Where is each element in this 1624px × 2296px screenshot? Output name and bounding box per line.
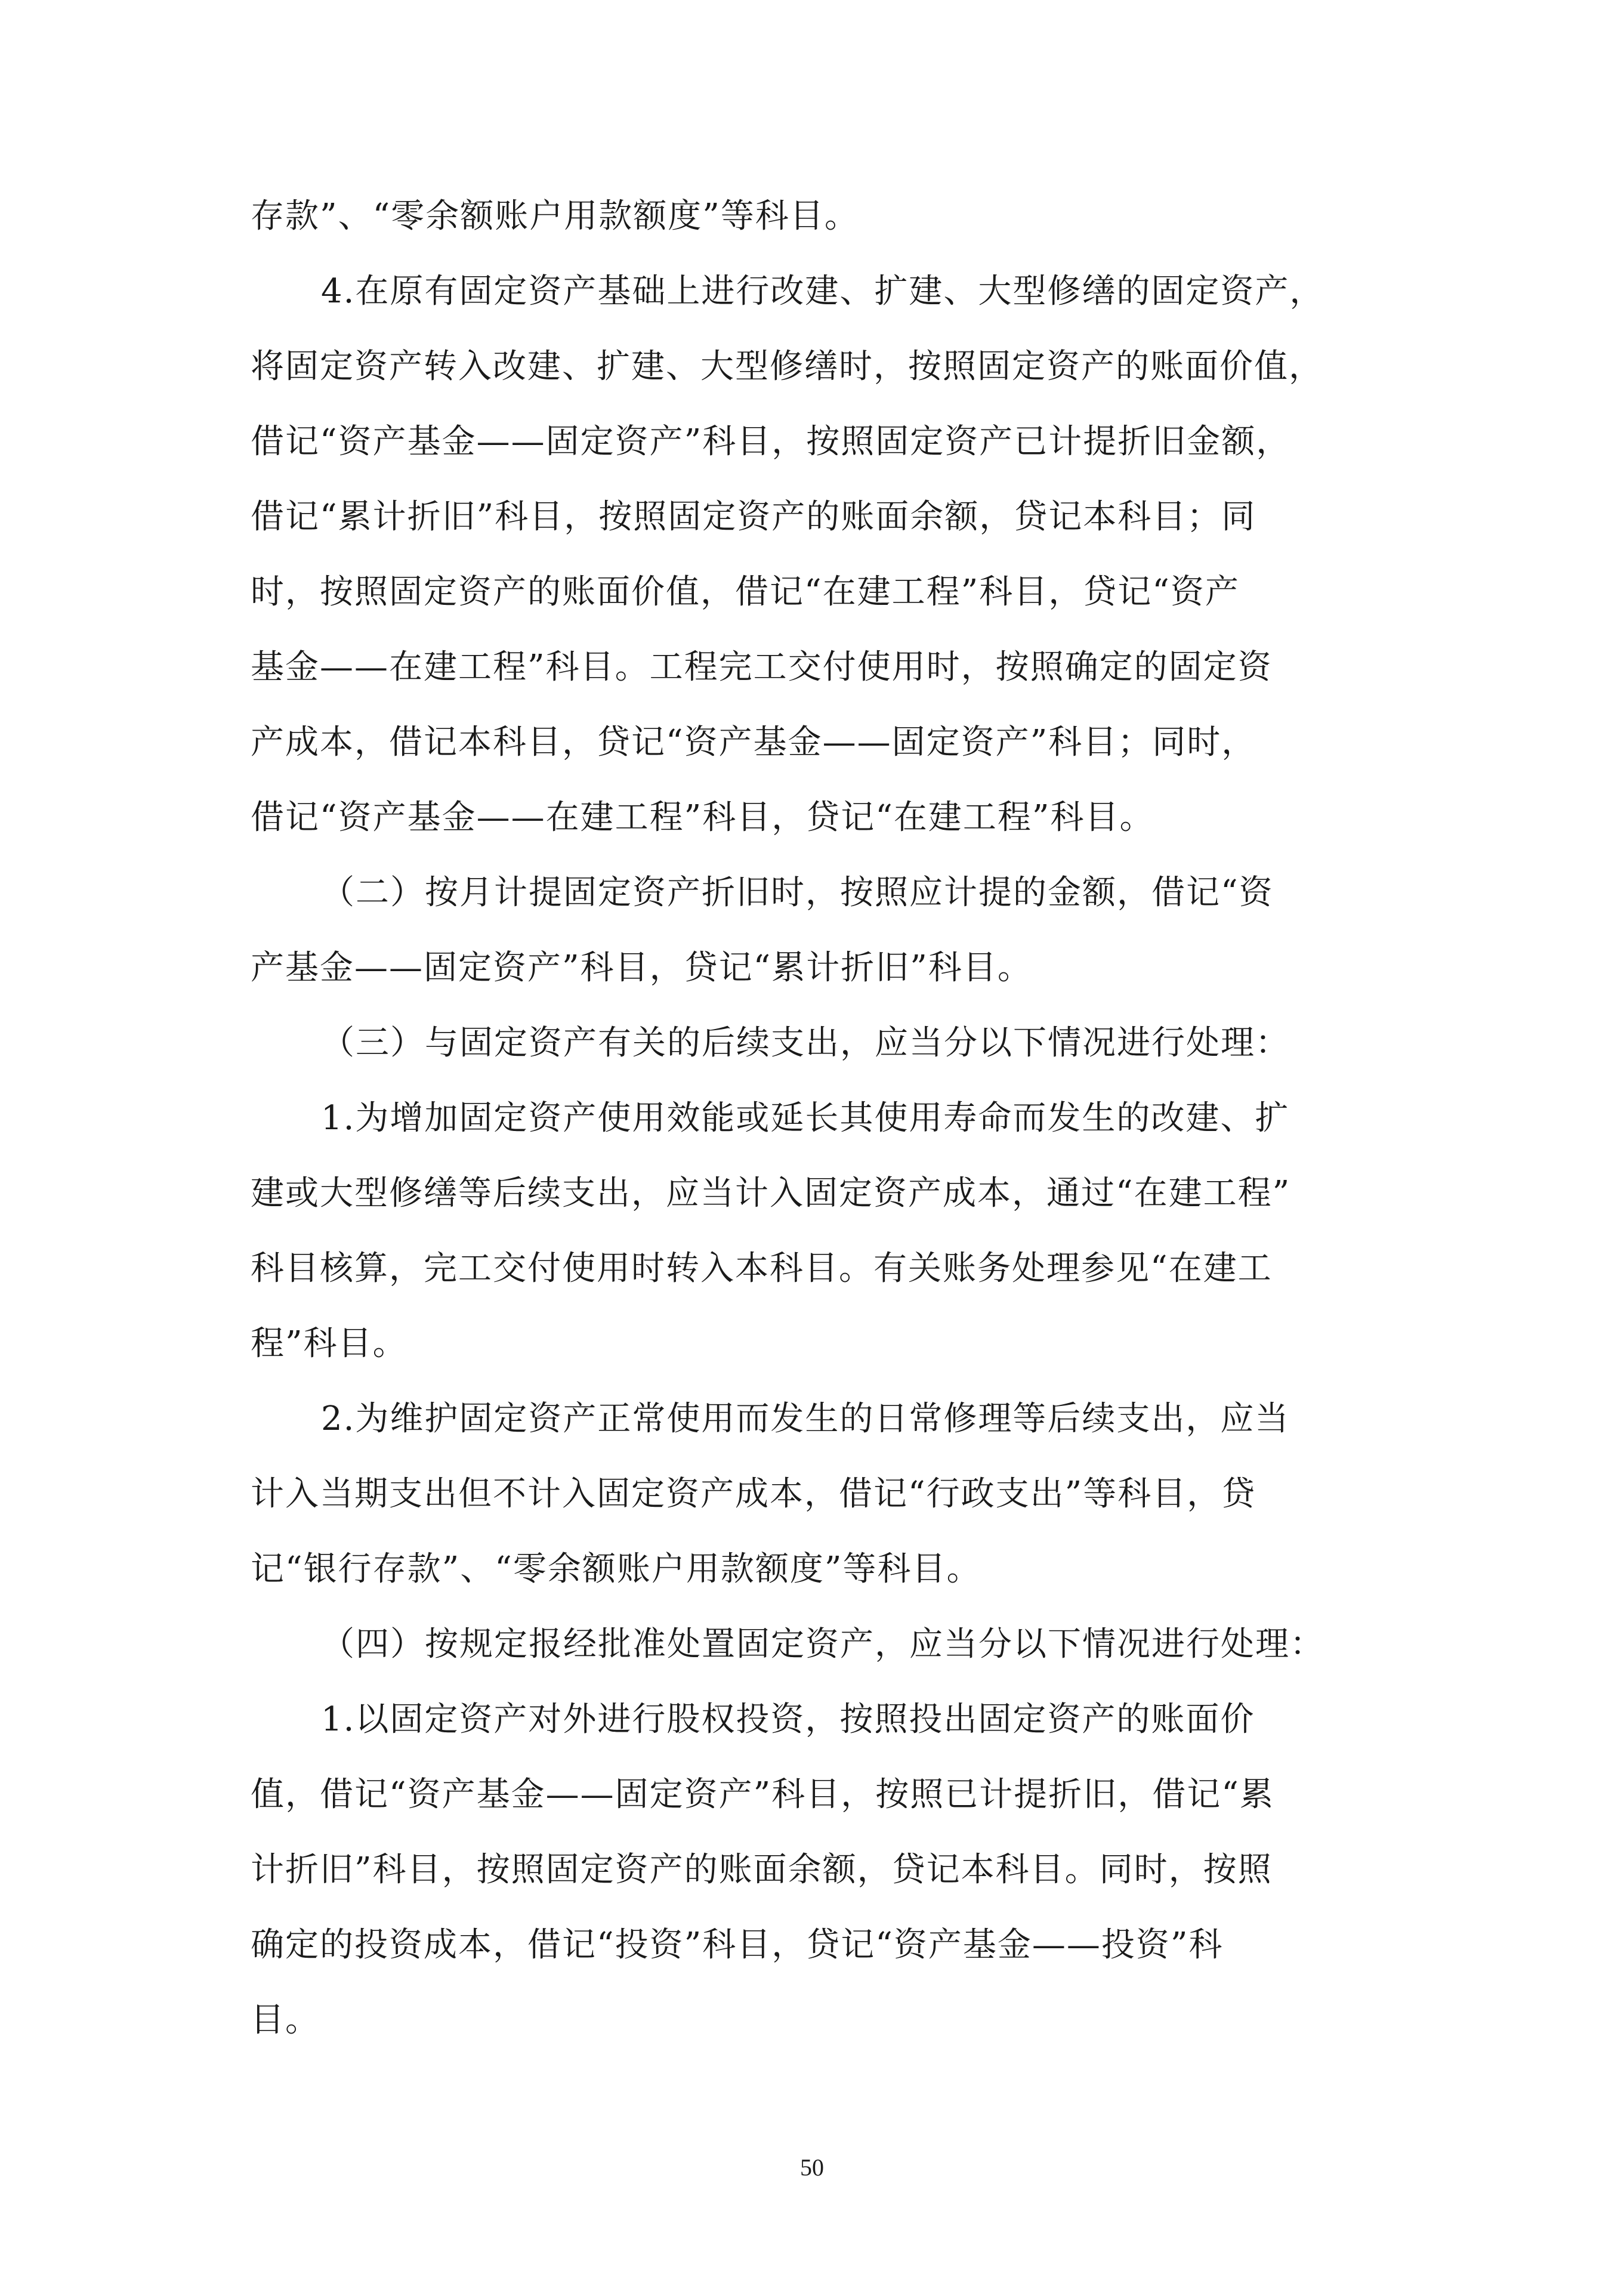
text-line: 存款”、“零余额账户用款额度”等科目。	[251, 197, 859, 236]
text-line: 1.为增加固定资产使用效能或延长其使用寿命而发生的改建、扩	[321, 1099, 1290, 1138]
text-line: 2.为维护固定资产正常使用而发生的日常修理等后续支出，应当	[321, 1399, 1290, 1438]
text-line: 产成本，借记本科目，贷记“资产基金——固定资产”科目；同时，	[251, 723, 1256, 762]
text-line: 借记“累计折旧”科目，按照固定资产的账面余额，贷记本科目；同	[251, 497, 1256, 536]
text-line: 建或大型修缮等后续支出，应当计入固定资产成本，通过“在建工程”	[251, 1174, 1291, 1213]
text-line: 时，按照固定资产的账面价值，借记“在建工程”科目，贷记“资产	[251, 573, 1240, 611]
text-line: 产基金——固定资产”科目，贷记“累计折旧”科目。	[251, 948, 1032, 987]
text-line: 将固定资产转入改建、扩建、大型修缮时，按照固定资产的账面价值，	[251, 347, 1323, 386]
page-number: 50	[800, 2154, 824, 2181]
text-line: （四）按规定报经批准处置固定资产，应当分以下情况进行处理：	[321, 1625, 1324, 1664]
text-line: 记“银行存款”、“零余额账户用款额度”等科目。	[251, 1550, 981, 1589]
text-line: 科目核算，完工交付使用时转入本科目。有关账务处理参见“在建工	[251, 1249, 1273, 1288]
body-text	[251, 179, 1384, 2058]
text-line: 4.在原有固定资产基础上进行改建、扩建、大型修缮的固定资产，	[321, 272, 1324, 311]
text-line: 借记“资产基金——固定资产”科目，按照固定资产已计提折旧金额，	[251, 422, 1291, 461]
text-line: （二）按月计提固定资产折旧时，按照应计提的金额，借记“资	[321, 873, 1274, 912]
text-line: 程”科目。	[251, 1324, 407, 1363]
text-line: 基金——在建工程”科目。工程完工交付使用时，按照确定的固定资	[251, 648, 1273, 687]
text-line: 借记“资产基金——在建工程”科目，贷记“在建工程”科目。	[251, 798, 1154, 837]
text-line: 目。	[251, 2001, 320, 2039]
text-line: 计入当期支出但不计入固定资产成本，借记“行政支出”等科目，贷	[251, 1475, 1256, 1513]
text-line: 值，借记“资产基金——固定资产”科目，按照已计提折旧，借记“累	[251, 1775, 1274, 1814]
text-line: 确定的投资成本，借记“投资”科目，贷记“资产基金——投资”科	[251, 1926, 1224, 1964]
text-line: 1.以固定资产对外进行股权投资，按照投出固定资产的账面价	[321, 1700, 1255, 1739]
text-line: （三）与固定资产有关的后续支出，应当分以下情况进行处理：	[321, 1024, 1290, 1062]
text-line: 计折旧”科目，按照固定资产的账面余额，贷记本科目。同时，按照	[251, 1850, 1273, 1889]
